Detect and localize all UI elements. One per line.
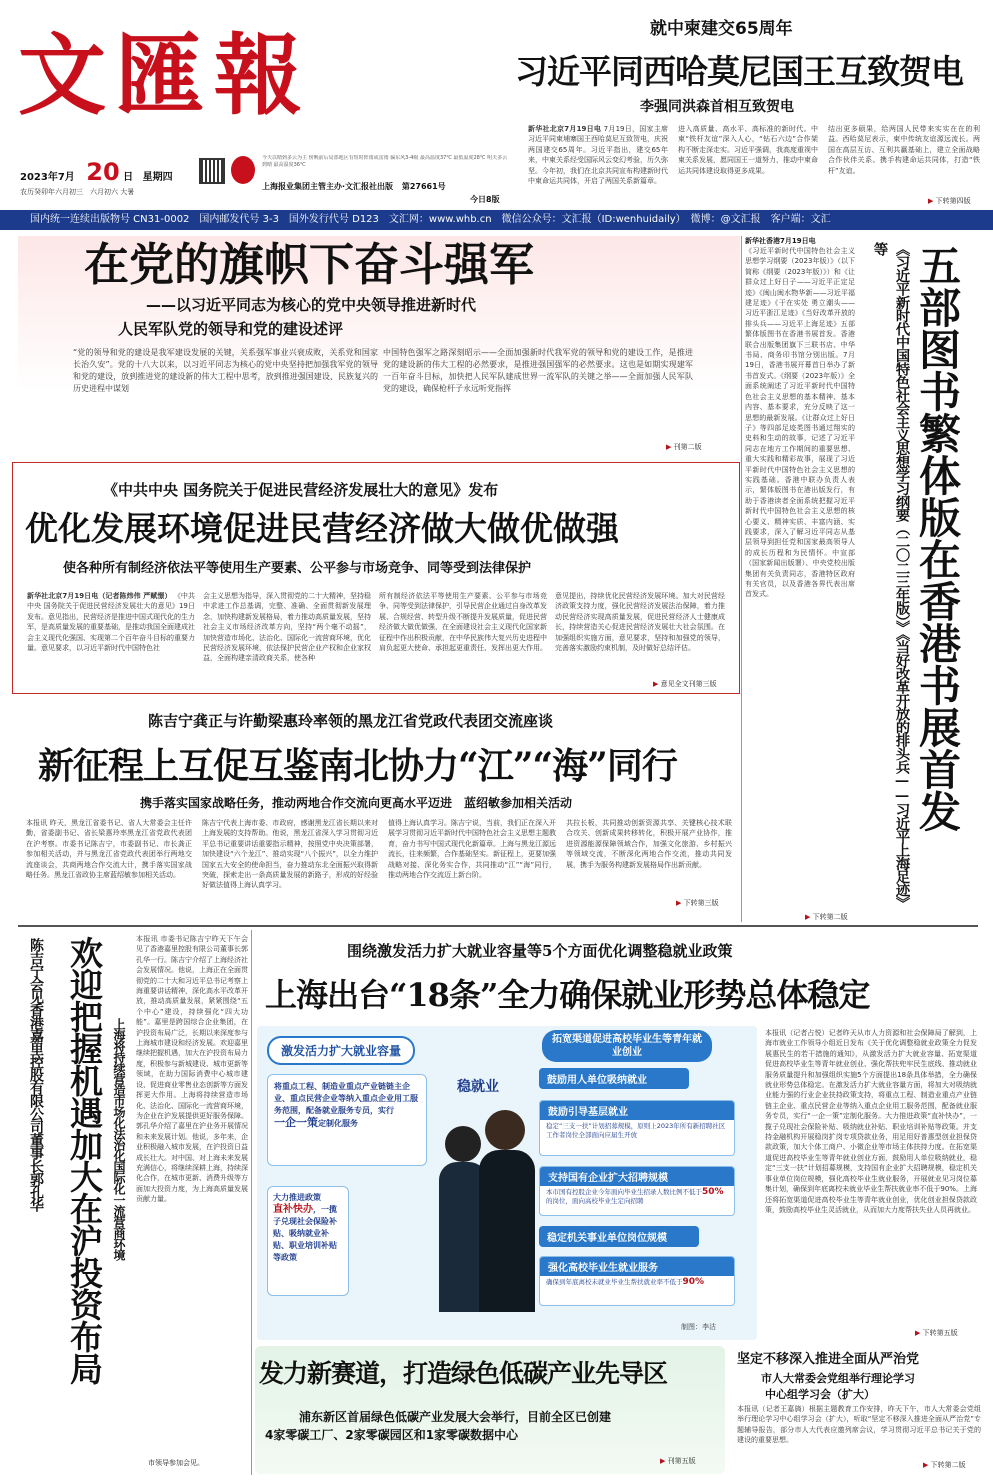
study-sub-2: 中心组学习会（扩大） (765, 1388, 875, 1401)
right-item-2-body: 稳定“三支一扶”计划招募规模，原则上2023年所有新招聘社区工作者岗位全部面向应届生开放 (546, 1122, 726, 1139)
infographic-right-item-4: 稳定机关事业单位岗位规模 (539, 1226, 699, 1247)
left-box-tail: 定制化服务 (318, 1119, 358, 1128)
weather-text: 今天以晴到多云为主 傍晚前后局部地区有短时阵雨或雷雨 偏东风3-4级 最高温度37℃ 最低温度28℃ 明天多云到晴 最高温度36℃ (262, 155, 508, 168)
books-dateline: 新华社香港7月19日电 (745, 237, 816, 245)
publisher: 上海报业集团主管主办·文汇报社出版 (262, 182, 394, 191)
private-headline: 优化发展环境促进民营经济做大做优做强 (25, 509, 619, 548)
study-headline: 坚定不移深入推进全面从严治党 (737, 1352, 920, 1367)
date-month: 2023年7月 (20, 172, 75, 183)
hlj-col2: 陈吉宁代表上海市委、市政府，感谢黑龙江省长期以来对上海发展的支持帮助。他说，黑龙江省深入学习贯彻习近平总书记重要讲话重要指示精神，按照党中央决策部署，加快建设“六个龙江”、推动实现“八个振兴”，以全力维护国家五大安全的使命担当，奋力推动东北全面振兴取得新突破，探索走出一条高质量发展的新路子，形成的好经验好做法值得上海认真学习。 (202, 819, 378, 890)
left-bottom-body: ，一揽子兑现社会保险补贴、吸纳就业补贴、职业培训补贴等政策 (273, 1205, 337, 1262)
books-turn: ▶ 下转第二版 (805, 912, 848, 922)
meeting-body: 本报讯 市委书记陈吉宁昨天下午会见了香港嘉里控股有限公司董事长郭孔华一行。陈吉宁介绍了上海经济社会发展情况。他说，上海正在全面贯彻党的二十大和习近平总书记考察上海重要讲话精神，深化高水平改革开放，推动高质量发展，紧紧围绕“五个中心”建设，持续强化“四大功能”。嘉里是跨国综合企业集团，在沪投资布局广泛，长期以来深度参与上海城市建设和经济发展。欢迎嘉里继续把握机遇，加大在沪投资布局力度，积极参与新城建设、城市更新等领域，在助力国际消费中心城市建设、促进商业零售业态创新等方面发挥更大作用。上海将持续营造市场化、法治化、国际化一流营商环境，为企业在沪发展提供更好服务保障。郭孔华介绍了嘉里在沪业务开展情况和未来发展计划。他说，多年来，企业积极融入城市发展，在沪投资日益成长壮大。对中国、对上海未来发展充满信心，将继续深耕上海，持续深化合作，在城市更新、消费升级等方面加大投资力度，为上海高质量发展贡献力量。 (136, 935, 248, 1204)
jobs-headline: 上海出台“18条”全力确保就业形势总体稳定 (265, 976, 870, 1014)
right-item-5-body-a: 确保到年底离校未就业毕业生帮扶就业率不低于 (546, 1278, 683, 1286)
right-item-5-pct: 90% (682, 1277, 705, 1287)
weekday: 星期四 (142, 172, 173, 183)
infographic-left-box (267, 1074, 427, 1166)
books-body (745, 236, 855, 912)
lead-dateline: 新华社北京7月19日电 (528, 125, 602, 133)
jobs-turn: ▶ 下转第五版 (915, 1328, 958, 1338)
books-headline: 五部图书繁体版在香港书展首发 (913, 244, 962, 832)
lead-body (528, 124, 980, 196)
hlj-subhead: 携手落实国家战略任务，推动两地合作交流向更高水平迈进 蓝绍敏参加相关活动 (140, 796, 573, 810)
lead-headline: 习近平同西哈莫尼国王互致贺电 (515, 52, 963, 91)
jobs-kicker: 围绕激发活力扩大就业容量等5个方面优化调整稳就业政策 (347, 942, 733, 960)
private-col4: 意见提出，持续优化民营经济发展环境。加大对民营经济政策支持力度，强化民营经济发展法治保障，着力推动民营经济实现高质量发展，促进民营经济人士健康成长，持续营造关心促进民营经济发展壮大社会氛围。在加强组织实施方面，意见要求，坚持和加强党的领导，完善落实激励约束机制，及时做好总结评估。 (555, 592, 725, 653)
left-bottom-highlight: 直补快办 (273, 1204, 313, 1215)
infographic-right-item-3 (539, 1166, 735, 1216)
graduate-figure-icon (439, 1106, 539, 1316)
books-body-text: 《习近平新时代中国特色社会主义思想学习纲要（2023年版）》（以下简称《纲要（2023年版）》）和《让群众过上好日子——习近平正定足迹》《闽山闽水物华新——习近平福建足迹》《干在实处 勇立潮头——习近平浙江足迹》《当好改革开放的排头兵——习近平上海足迹》五部繁体版图书在香港书展首发。香港联合出版集团旗下三联书店、中华书局、商务印书馆分别出版。7月19日，香港书展开幕首日举办了新书首发式。《纲要（2023年版）》全面系统阐述了习近平新时代中国特色社会主义思想的基本精神、基本内容、基本要求，充分反映了这一思想的最新发展。《让群众过上好日子》等四部足迹类图书通过翔实的史料和生动的故事，记述了习近平同志在地方工作期间的重要思想、重大实践和精彩故事，展现了习近平新时代中国特色社会主义思想的实践基础。香港中联办负责人表示，繁体版图书在港出版发行，有助于香港读者全面系统把握习近平新时代中国特色社会主义思想的核心要义、精神实质、丰富内涵、实践要求，深入了解习近平同志从基层领导到担任党和国家最高领导人的成长历程和为民情怀。中宣部（国家新闻出版署）、中央党校出版集团有关负责同志，香港特区政府有关官员，以及香港各界代表出席首发式。 (745, 247, 855, 599)
right-item-2-title: 鼓励引导基层就业 (540, 1101, 734, 1120)
private-col3: 所有制经济依法平等使用生产要素、公平参与市场竞争、同等受到法律保护，引导民营企业通过自身改革发展、合规经营、转型升级不断提升发展质量，促进民营经济做大做优做强，在全面建设社会主义现代化国家新征程中作出积极贡献，在中华民族伟大复兴历史进程中肩负起更大使命、承担起更重责任、发挥出更大作用。 (379, 592, 547, 653)
study-sub-1: 市人大常委会党组举行理论学习 (761, 1372, 915, 1385)
study-article (735, 1346, 983, 1474)
pudong-headline: 发力新赛道，打造绿色低碳产业先导区 (259, 1359, 668, 1388)
lead-body-col2: 进入高质量、高水平、高标准的新时代。中柬“铁杆友谊”深入人心，“钻石六边”合作架构不断走深走实。习近平强调，我高度重视中柬关系发展，愿同国王一道努力，推动中柬命运共同体建设取得更多成果。 (678, 125, 818, 175)
qr-code-icon (199, 158, 225, 184)
hlj-col3: 值得上海认真学习。陈吉宁说，当前，我们正在深入开展学习贯彻习近平新时代中国特色社会主义思想主题教育，奋力书写中国式现代化新篇章。上海与黑龙江源远流长，往来频繁，合作基础坚实。新征程上，更要加强战略对接、深化务实合作，共同推动“江”“海”同行，推动两地合作交流迈上新台阶。 (388, 819, 556, 880)
army-headline: 在党的旗帜下奋斗强军 (84, 238, 535, 291)
lead-body-col1 (528, 124, 668, 196)
infographic-left-bottom-box (267, 1186, 349, 1296)
publisher-line (262, 181, 512, 192)
left-bottom-title: 大力推进政策 (273, 1193, 321, 1202)
infographic-right-item-2 (539, 1100, 735, 1156)
pudong-article (255, 1346, 725, 1474)
infographic-right-item-1: 鼓励用人单位吸纳就业 (539, 1068, 689, 1089)
date-day-suffix: 日 (123, 172, 134, 183)
pudong-turn: ▶ 刊第五版 (660, 1456, 696, 1466)
private-turn: ▶ 意见全文刊第三版 (653, 679, 717, 689)
heilongjiang-article (18, 702, 740, 924)
army-article (18, 236, 740, 458)
right-item-3-body-a: 本市国有控股企业今年面向毕业生招录人数比例不低于 (546, 1188, 702, 1196)
registration-bar: 国内统一连续出版物号 CN31-0002 国内邮发代号 3-3 国外发行代号 D123 文汇网：www.whb.cn 微信公众号：文汇报（ID:wenhuidaily） 微博：@文汇报 客户端：文汇 (0, 210, 993, 230)
lead-turn: ▶ 下转第四版 (928, 196, 971, 206)
infographic-center-label: 稳就业 (457, 1079, 499, 1095)
page-count: 今日8版 (470, 195, 500, 204)
masthead (0, 0, 993, 230)
left-box-highlight: 一企一策 (274, 1116, 318, 1129)
infographic-left-title: 激发活力扩大就业容量 (267, 1036, 415, 1065)
lead-body-col3: 结出更多硕果，给两国人民带来实实在在的利益。西哈莫尼表示，柬中传统友谊源远流长。两国在高层互访、互利共赢基础上，建立全面战略合作伙伴关系。携手构建命运共同体，打造“铁杆”友谊。 (828, 125, 980, 175)
pudong-sub-2: 4家零碳工厂、2家零碳园区和1家零碳数据中心 (265, 1428, 519, 1442)
hlj-turn: ▶ 下转第三版 (676, 898, 719, 908)
date-day: 20 (86, 158, 120, 186)
private-economy-article (12, 462, 740, 694)
army-turn: ▶ 刊第二版 (666, 442, 702, 452)
private-col1-text: 《中共中央 国务院关于促进民营经济发展壮大的意见》19日发布。意见指出，民营经济是推进中国式现代化的生力军，是高质量发展的重要基础，是推动我国全面建成社会主义现代化强国、实现第二个百年奋斗目标的重要力量。意见要求，以习近平新时代中国特色社 (27, 592, 195, 653)
hlj-body (26, 818, 732, 908)
pudong-sub-1: 浦东新区首届绿色低碳产业发展大会举行，目前全区已创建 (299, 1410, 612, 1424)
private-col2: 会主义思想为指导，深入贯彻党的二十大精神，坚持稳中求进工作总基调，完整、准确、全面贯彻新发展理念，加快构建新发展格局，着力推动高质量发展，坚持社会主义市场经济改革方向，坚持“两个毫不动摇”，加快营造市场化、法治化、国际化一流营商环境，优化民营经济发展环境，依法保护民营企业产权和企业家权益，全面构建亲清政商关系，使各种 (203, 592, 371, 663)
meeting-kicker: 陈吉宁会见香港嘉里控股有限公司董事长郭孔华 (28, 938, 44, 1211)
right-item-3-title: 支持国有企业扩大招聘规模 (540, 1167, 734, 1186)
app-logo-icon (231, 156, 255, 184)
meeting-article (18, 930, 250, 1475)
hlj-col1: 本报讯 昨天，黑龙江省委书记、省人大常委会主任许勤，省委副书记、省长梁惠玲率黑龙江省党政代表团在沪考察。市委书记陈吉宁，市委副书记、市长龚正参加相关活动，并与黑龙江省党政代表团举行两地交流座谈会，共商两地合作交流大计，携手落实国家战略任务。黑龙江省政协主席蓝绍敏参加相关活动。 (26, 819, 192, 880)
private-subhead: 使各种所有制经济依法平等使用生产要素、公平参与市场竞争、同等受到法律保护 (63, 561, 532, 576)
right-item-3-pct: 50% (702, 1187, 724, 1197)
issue-number: 第27661号 (401, 182, 446, 191)
books-article (745, 236, 985, 922)
hlj-col4: 共拉长板，共同推动创新资源共享、关键核心技术联合攻关、创新成果转移转化，积极开展产业协作，推进资源能源保障领域合作，加强文化旅游、乡村振兴等领域交流，不断深化两地合作交流，推动共同发展，携手为服务构建新发展格局作出新贡献。 (566, 819, 732, 869)
army-para-1: “党的领导和党的建设是我军建设发展的关键，关系强军事业兴衰成败，关系党和国家长治久安”。党的十八大以来，以习近平同志为核心的党中央坚持把加强我军党的领导和党的建设，放到推进党的建设新的伟大工程中思考，放到推进强国建设、民族复兴的历史进程中谋划 (73, 348, 378, 393)
infographic-right-title: 拓宽渠道促进高校毕业生等青年就业创业 (542, 1030, 712, 1062)
lead-kicker: 就中柬建交65周年 (650, 19, 793, 39)
newspaper-logo: 文匯報 (18, 23, 313, 127)
lunar-date: 农历癸卯年六月初三 六月初六 大暑 (20, 188, 135, 196)
hlj-headline: 新征程上互促互鉴南北协力“江”“海”同行 (38, 745, 677, 787)
jobs-infographic (257, 1026, 757, 1340)
private-body (27, 591, 729, 685)
jobs-body: 本报讯（记者占悦）记者昨天从市人力资源和社会保障局了解到，上海市就业工作领导小组近日发布《关于优化调整稳就业政策全力促发展惠民生的若干措施的通知》，从激发活力扩大就业容量、拓宽渠道促进高校毕业生等青年就业创业、强化帮扶兜牢民生底线、推动就业服务质量提升和加强组织实施5个方面提出18条具体举措，全力确保就业形势总体稳定。在激发活力扩大就业容量方面，将加大对吸纳就业能力强的行业企业扶持政策支持，将重点工程、制造业重点产业链链主企业、重点民营企业等纳入重点企业用工服务范围，配备就业服务专员，实行“一企一策”定制化服务。大力推进政策“直补快办”，一揽子兑现社会保险补贴、吸纳就业补贴、职业培训补贴等政策。并支持金融机构开展稳岗扩岗专项贷款业务，用足用好普惠型创业担保贷款政策，加大个体工商户、小微企业等市场主体扶持力度。在拓宽渠道促进高校毕业生等青年就业创业方面，鼓励用人单位吸纳就业，稳定“三支一扶”计划招募规模，支持国有企业扩大招聘规模，稳定机关事业单位岗位规模，强化高校毕业生就业服务，开展就业见习岗位募集计划，确保到年底离校未就业毕业生帮扶就业率不低于90%。上海还将拓宽渠道促进高校毕业生等青年就业创业，优化创业担保贷款政策，鼓励高校毕业生灵活就业，从而加大力度帮扶失业人员再就业。 (765, 1029, 977, 1214)
books-divider (741, 236, 742, 922)
meeting-headline: 欢迎把握机遇加大在沪投资布局 (65, 936, 104, 1384)
infographic-credit: 制图：李沽 (681, 1323, 716, 1331)
meeting-end: 市领导参加会见。 (148, 1459, 204, 1467)
study-body: 本报讯（记者王嘉旖）根据主题教育工作安排，昨天下午，市人大常委会党组举行理论学习中心组学习会（扩大），听取“坚定不移深入推进全面从严治党”专题辅导报告，部分市人大代表应邀列席会议，学习贯彻习近平总书记关于党的建设的重要思想。 (737, 1405, 981, 1445)
left-box-text: 将重点工程、制造业重点产业链链主企业、重点民营企业等纳入重点企业用工服务范围，配备就业服务专员，实行 (274, 1082, 418, 1115)
hlj-kicker: 陈吉宁龚正与许勤梁惠玲率领的黑龙江省党政代表团交流座谈 (148, 712, 554, 730)
jobs-article (255, 930, 983, 1340)
private-col1 (27, 591, 195, 685)
right-item-5-title: 强化高校毕业生就业服务 (540, 1257, 734, 1276)
infographic-right-item-5 (539, 1256, 735, 1306)
date-line (20, 158, 173, 186)
army-subtitle-2: 人民军队党的领导和党的建设述评 (118, 320, 344, 338)
right-item-3-body-b: 的岗位，面向高校毕业生定向招聘 (546, 1197, 644, 1205)
army-para-2: 中国特色强军之路深刻昭示——全面加强新时代我军党的领导和党的建设工作，是推进党的建设新的伟大工程的必然要求，是推进强国强军的必然要求。这也是如期实现建军一百年奋斗目标，加快把人民军队建成世界一流军队的关键之举——全面加强人民军队党的建设，确保枪杆子永远听党指挥 (383, 348, 693, 393)
study-turn: ▶ 下转第二版 (923, 1460, 966, 1470)
lead-subhead: 李强同洪森首相互致贺电 (640, 99, 794, 115)
meeting-subhead: 上海将持续营造市场化法治化国际化一流营商环境 (112, 1018, 126, 1260)
section-divider (18, 925, 978, 927)
army-subtitle-1: ——以习近平同志为核心的党中央领导推进新时代 (146, 296, 477, 314)
jobs-divider (251, 930, 252, 1475)
private-kicker: 《中共中央 国务院关于促进民营经济发展壮大的意见》发布 (103, 481, 499, 499)
lead-body-text1: 7月19日，国家主席习近平同柬埔寨国王西哈莫尼互致贺电，庆祝两国建交65周年。习近平指出，建交65年来，中柬关系经受国际风云变幻考验，历久弥坚。今年初，我们在北京共同宣布构建新时代中柬命运共同体，开启了两国关系新篇章。 (528, 125, 668, 186)
private-dateline: 新华社北京7月19日电（记者陈炜伟 严赋憬） (27, 592, 172, 600)
books-subheadline: 《习近平新时代中国特色社会主义思想学习纲要（二〇二三年版）》《当好改革开放的排头兵——习近平上海足迹》等 (872, 242, 910, 910)
